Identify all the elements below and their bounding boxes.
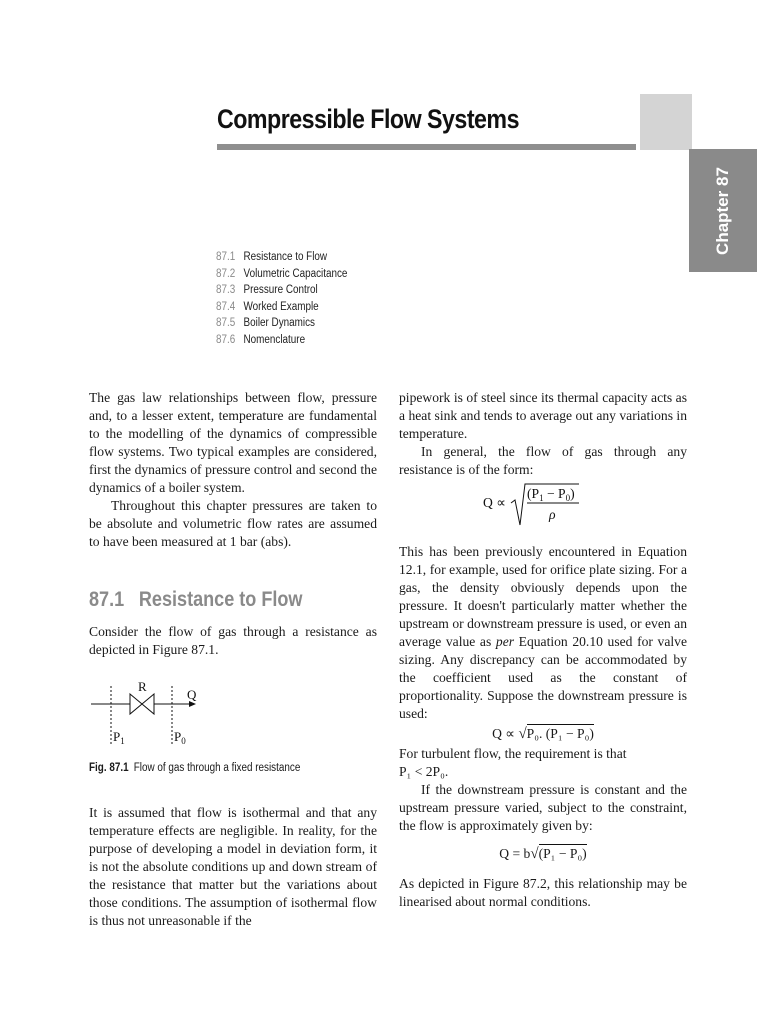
eq1-numerator: $(P_1 - P_0)$ [527, 486, 575, 503]
toc-item[interactable] [216, 249, 347, 266]
section-heading [89, 587, 337, 613]
toc-item[interactable] [216, 332, 347, 349]
isothermal-paragraph: It is assumed that flow is isothermal and that any temperature effects are negligible. In reality, for the purpose of developing a model in deviation form, it is not the absolute conditions up and down stream of the resistance that matter but the variations about those conditions. The assumption of isothermal flow is thus not unreasonable if the [89, 805, 377, 928]
section-number: 87.1 [89, 588, 125, 611]
toc-number: 87.5 [216, 317, 236, 329]
chapter-tab [689, 149, 757, 272]
emphasis-per: per [495, 634, 515, 649]
eq1-denominator: ρ [549, 507, 556, 522]
general-paragraph: In general, the flow of gas through any resistance is of the form: [399, 444, 687, 477]
toc-number: 87.6 [216, 333, 236, 346]
toc-label: Worked Example [243, 300, 319, 313]
toc-item[interactable] [216, 282, 347, 299]
left-column [89, 389, 377, 930]
figure-87-1 [89, 681, 377, 753]
eq2-lhs: Q ∝ [492, 726, 516, 741]
section-title: Resistance to Flow [138, 588, 303, 611]
intro-paragraph: The gas law relationships between flow, pressure and, to a lesser extent, temperature are fundamental to the modelling of the dynamics of compressible flow systems. Two typical examples are considered, first the dynamics of pressure control and second the dynamics of a boiler system. [89, 390, 377, 495]
label-q: Q [187, 687, 197, 702]
turbulent-condition: P₁ < 2P₀. [399, 764, 449, 779]
eq1-lhs: Q ∝ [483, 495, 506, 510]
linearised-paragraph: As depicted in Figure 87.2, this relationship may be linearised about normal conditions. [399, 876, 687, 909]
intro-paragraph-2: Throughout this chapter pressures are taken to be absolute and volumetric flow rates are assumed to have been measured at 1 bar (abs). [89, 498, 377, 549]
figure-caption-text: Flow of gas through a fixed resistance [133, 762, 301, 774]
eq2-radicand: P₀. (P₁ − P₀) [526, 726, 594, 741]
equation-3: Q = b√(P₁ − P₀) [499, 846, 587, 862]
label-r: R [138, 681, 147, 694]
chapter-contents [216, 249, 369, 348]
eq3-lhs: Q = b [499, 846, 531, 861]
title-rule [217, 144, 636, 150]
chapter-tab-label: Chapter 87 [713, 166, 732, 255]
resistance-diagram [89, 681, 377, 753]
valve-right-icon [142, 694, 154, 714]
constant-paragraph: If the downstream pressure is constant and the upstream pressure varied, subject to the constraint, the flow is approximately given by: [399, 782, 687, 833]
label-p1: $P_1$ [113, 729, 125, 746]
toc-label: Pressure Control [243, 284, 318, 296]
valve-left-icon [130, 694, 142, 714]
chapter-title: Compressible Flow Systems [217, 104, 519, 134]
toc-label: Resistance to Flow [243, 251, 328, 263]
corner-decoration [640, 94, 692, 150]
equation-2: Q ∝ √P₀. (P₁ − P₀) [492, 726, 594, 742]
section-paragraph: Consider the flow of gas through a resistance as depicted in Figure 87.1. [89, 624, 377, 657]
right-column [399, 389, 687, 911]
encountered-paragraph: This has been previously encountered in Equation 12.1, for example, used for orifice plate sizing. For a gas, the density obviously depends upon the pressure. It doesn't particularly matter whether the upstream or downstream pressure is used, or even an average value as per Equation 20.10 used for valve sizing. Any discrepancy can be accommodated by the coefficient used as the constant of proportionality. Suppose the downstream pressure is used: [399, 544, 687, 721]
toc-label: Volumetric Capacitance [243, 267, 348, 280]
toc-number: 87.3 [216, 284, 236, 296]
toc-number: 87.1 [216, 251, 236, 263]
figure-caption [89, 760, 337, 776]
equation-1 [399, 481, 687, 541]
toc-item[interactable] [216, 299, 347, 316]
toc-number: 87.2 [216, 267, 236, 280]
label-p0: $P_0$ [174, 729, 186, 746]
toc-item[interactable] [216, 266, 347, 283]
toc-label: Boiler Dynamics [243, 317, 315, 329]
figure-caption-label: Fig. 87.1 [89, 762, 129, 774]
equation-1-graphic [483, 481, 603, 541]
eq3-radicand: (P₁ − P₀) [538, 846, 587, 861]
turbulent-paragraph: For turbulent flow, the requirement is that [399, 746, 627, 761]
toc-item[interactable] [216, 315, 347, 332]
toc-number: 87.4 [216, 300, 236, 313]
toc-label: Nomenclature [243, 333, 306, 346]
continued-paragraph: pipework is of steel since its thermal capacity acts as a heat sink and tends to average out any variations in temperature. [399, 390, 687, 441]
